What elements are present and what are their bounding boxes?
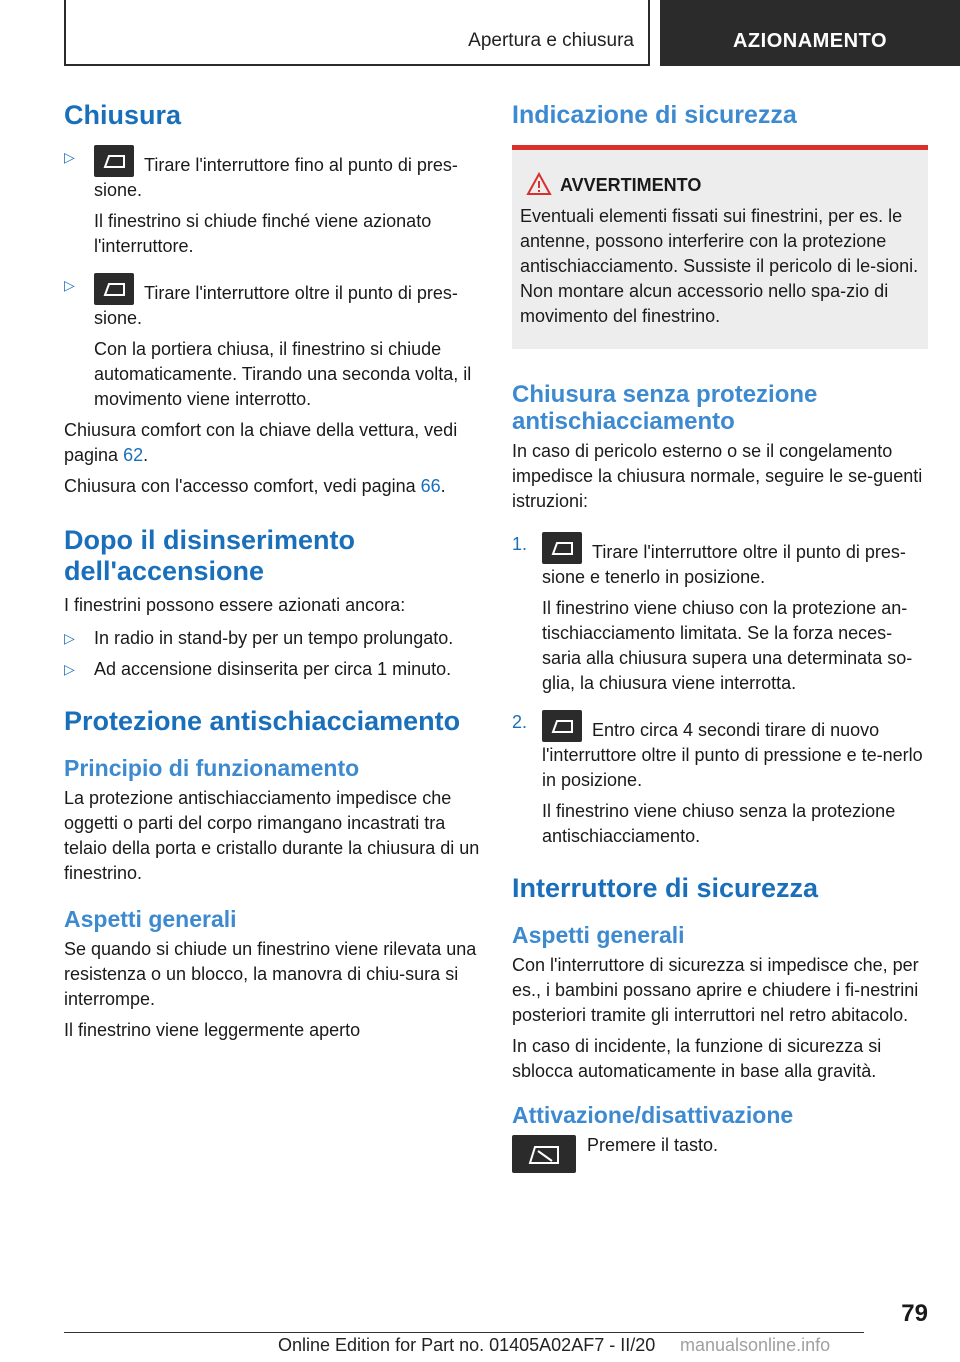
triangle-bullet-icon: ▷ bbox=[64, 630, 75, 646]
list-item: 2. Entro circa 4 secondi tirare di nuovo l'interruttore oltre il punto di pressione e te-nerlo in posizione. Il finestrino viene chiuso senza la protezione antischiacciamento. bbox=[512, 710, 928, 849]
senza-intro: In caso di pericolo esterno o se il congelamento impedisce la chiusura normale, seguire le se-guenti istruzioni: bbox=[512, 441, 923, 511]
left-column bbox=[64, 100, 480, 1049]
heading-protezione: Protezione antischiacciamento bbox=[64, 706, 461, 736]
footer-divider bbox=[64, 1332, 864, 1333]
warning-title: AVVERTIMENTO bbox=[520, 172, 920, 198]
heading-indicazione-sicurezza: Indicazione di sicurezza bbox=[512, 101, 797, 129]
heading-chiusura: Chiusura bbox=[64, 100, 182, 130]
attivazione-text: Premere il tasto. bbox=[587, 1135, 719, 1155]
list-item: 1. Tirare l'interruttore oltre il punto di pres-sione e tenerlo in posizione. Il finestrino viene chiuso con la protezione an-tischiacciamento limitata. Se la forza neces-saria alla chiusura supera una determinata so-glia, la chiusura viene interrotta. bbox=[512, 532, 928, 696]
list-item: ▷ Tirare l'interruttore fino al punto di pres-sione. Il finestrino si chiude finché viene azionato l'interruttore. bbox=[64, 145, 480, 259]
triangle-bullet-icon: ▷ bbox=[64, 149, 75, 165]
comfort-access-reference: Chiusura con l'accesso comfort, vedi pagina 66. bbox=[64, 476, 446, 496]
subheading-aspetti-generali: Aspetti generali bbox=[64, 906, 237, 932]
header-chapter-tab[interactable] bbox=[660, 0, 960, 66]
attivazione-row bbox=[512, 1135, 928, 1179]
header-chapter-title: AZIONAMENTO bbox=[732, 30, 887, 52]
aspetti-text-2: Il finestrino viene leggermente aperto bbox=[64, 1020, 361, 1040]
list-item-subtext: Il finestrino viene chiuso senza la protezione antischiacciamento. bbox=[542, 801, 896, 846]
safety-switch-icon bbox=[512, 1135, 576, 1173]
page-number: 79 bbox=[901, 1300, 928, 1327]
step-number: 1. bbox=[512, 534, 528, 554]
page-link-62[interactable]: 62 bbox=[123, 445, 144, 465]
principio-text: La protezione antischiacciamento impedisce che oggetti o parti del corpo rimangano incastrati tra telaio della porta e cristallo durante la chiusura di un finestrino. bbox=[64, 788, 480, 883]
list-item: ▷ Ad accensione disinserita per circa 1 minuto. bbox=[64, 657, 480, 682]
window-switch-icon bbox=[542, 532, 582, 564]
step-number: 2. bbox=[512, 712, 528, 732]
list-item-subtext: Il finestrino viene chiuso con la protezione an-tischiacciamento limitata. Se la forza neces-saria alla chiusura supera una determinata so-glia, la chiusura viene interrotta. bbox=[542, 598, 913, 693]
window-switch-icon bbox=[94, 145, 134, 177]
header-section-box bbox=[64, 0, 650, 66]
list-item: ▷ Tirare l'interruttore oltre il punto di pres-sione. Con la portiera chiusa, il finestrino si chiude automaticamente. Tirando una seconda volta, il movimento viene interrotto. bbox=[64, 273, 480, 412]
heading-dopo-disinserimento: Dopo il disinserimento dell'accensione bbox=[64, 525, 356, 586]
footer-watermark: manualsonline.info bbox=[680, 1335, 831, 1355]
interruttore-text: Con l'interruttore di sicurezza si impedisce che, per es., i bambini possano aprire e chiudere i fi-nestrini posteriori tramite gli interruttori nel retro abitacolo. bbox=[512, 955, 919, 1025]
list-item: ▷ In radio in stand-by per un tempo prolungato. bbox=[64, 626, 480, 651]
subheading-attivazione: Attivazione/disattivazione bbox=[512, 1102, 794, 1128]
footer-edition: Online Edition for Part no. 01405A02AF7 - II/20 bbox=[278, 1335, 656, 1355]
header-section-title: Apertura e chiusura bbox=[468, 30, 634, 51]
heading-interruttore-sicurezza: Interruttore di sicurezza bbox=[512, 873, 819, 903]
list-item-subtext: Con la portiera chiusa, il finestrino si chiude automaticamente. Tirando una seconda volta, il movimento viene interrotto. bbox=[94, 339, 472, 409]
interruttore-text-2: In caso di incidente, la funzione di sicurezza si sblocca automaticamente in base alla gravità. bbox=[512, 1036, 882, 1081]
list-item-subtext: Il finestrino si chiude finché viene azionato l'interruttore. bbox=[94, 211, 432, 256]
warning-triangle-icon bbox=[526, 172, 552, 196]
window-switch-icon bbox=[94, 273, 134, 305]
dopo-intro: I finestrini possono essere azionati ancora: bbox=[64, 595, 406, 615]
heading-chiusura-senza-protezione: Chiusura senza protezione antischiacciamento bbox=[512, 381, 818, 435]
subheading-aspetti-generali-2: Aspetti generali bbox=[512, 922, 685, 948]
triangle-bullet-icon: ▷ bbox=[64, 277, 75, 293]
right-column bbox=[512, 100, 928, 1179]
comfort-key-reference: Chiusura comfort con la chiave della vettura, vedi pagina 62. bbox=[64, 420, 458, 465]
warning-box bbox=[512, 145, 928, 349]
subheading-principio: Principio di funzionamento bbox=[64, 755, 360, 781]
window-switch-icon bbox=[542, 710, 582, 742]
aspetti-text: Se quando si chiude un finestrino viene rilevata una resistenza o un blocco, la manovra di chiu-sura si interrompe. bbox=[64, 939, 477, 1009]
page-link-66[interactable]: 66 bbox=[420, 476, 441, 496]
warning-text: Eventuali elementi fissati sui finestrini, per es. le antenne, possono interferire con la protezione antischiacciamento. Sussiste il pericolo di le-sioni. Non montare alcun accessorio nello spa-zio di movimento del finestrino. bbox=[520, 206, 919, 326]
triangle-bullet-icon: ▷ bbox=[64, 661, 75, 677]
